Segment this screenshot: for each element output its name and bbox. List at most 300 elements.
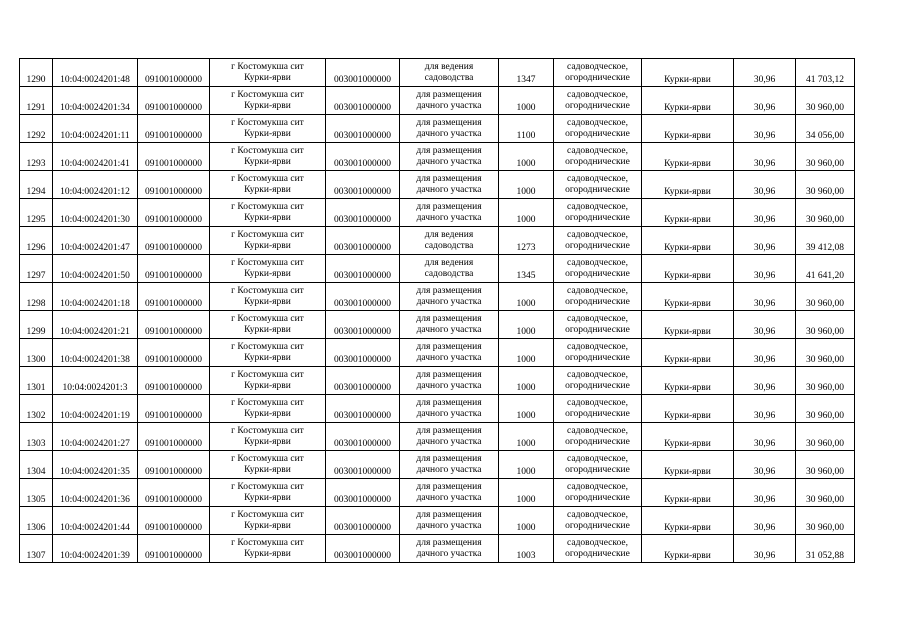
oktmo-code-cell <box>326 451 400 479</box>
cadastral-number: 10:04:0024201:18 <box>60 299 130 309</box>
permitted-use-line-1: для размещения <box>416 145 482 156</box>
row-number-cell <box>20 479 53 507</box>
specific-value-cell <box>734 283 796 311</box>
cadastral-number-cell <box>53 59 138 87</box>
area-cell <box>499 283 554 311</box>
category-cell <box>554 143 642 171</box>
area-value: 1000 <box>516 467 536 477</box>
area-cell <box>499 115 554 143</box>
row-number: 1300 <box>26 355 46 365</box>
permitted-use-line-1: для размещения <box>416 397 482 408</box>
permitted-use-cell <box>400 395 499 423</box>
address-line-2: Курки-ярви <box>244 436 291 447</box>
permitted-use-line-2: дачного участка <box>416 184 482 195</box>
locality-cell <box>642 255 734 283</box>
locality-cell <box>642 59 734 87</box>
address-cell <box>210 171 326 199</box>
cadastral-value: 30 960,00 <box>806 355 844 365</box>
permitted-use-cell <box>400 227 499 255</box>
row-number-cell <box>20 423 53 451</box>
permitted-use-cell <box>400 423 499 451</box>
okato-code-cell <box>138 311 210 339</box>
address-cell <box>210 339 326 367</box>
category-line-2: огороднические <box>565 352 630 363</box>
locality-cell <box>642 283 734 311</box>
cadastral-number-cell <box>53 171 138 199</box>
cadastral-value-cell <box>796 283 855 311</box>
row-number-cell <box>20 311 53 339</box>
table-row <box>20 311 855 339</box>
row-number-cell <box>20 115 53 143</box>
permitted-use-line-2: дачного участка <box>416 548 482 559</box>
category-cell <box>554 479 642 507</box>
table-row <box>20 255 855 283</box>
permitted-use-line-2: садоводства <box>424 268 474 279</box>
cadastral-number: 10:04:0024201:27 <box>60 439 130 449</box>
permitted-use-line-1: для размещения <box>416 453 482 464</box>
cadastral-number: 10:04:0024201:50 <box>60 271 130 281</box>
row-number-cell <box>20 227 53 255</box>
permitted-use-cell <box>400 59 499 87</box>
category-line-2: огороднические <box>565 324 630 335</box>
category-line-2: огороднические <box>565 100 630 111</box>
category-cell <box>554 255 642 283</box>
locality-cell <box>642 227 734 255</box>
specific-value-cell <box>734 59 796 87</box>
row-number: 1295 <box>26 215 46 225</box>
okato-code: 091001000000 <box>145 159 202 169</box>
cadastral-value-cell <box>796 199 855 227</box>
row-number-cell <box>20 59 53 87</box>
address-line-2: Курки-ярви <box>244 296 291 307</box>
specific-value: 30,96 <box>753 243 776 253</box>
address-line-2: Курки-ярви <box>244 464 291 475</box>
row-number: 1307 <box>26 551 46 561</box>
row-number: 1306 <box>26 523 46 533</box>
okato-code-cell <box>138 535 210 563</box>
cadastral-number-cell <box>53 255 138 283</box>
specific-value: 30,96 <box>753 75 776 85</box>
locality-name: Курки-ярви <box>664 495 711 505</box>
row-number: 1293 <box>26 159 46 169</box>
category-line-1: садоводческое, <box>567 201 628 212</box>
okato-code-cell <box>138 451 210 479</box>
specific-value: 30,96 <box>753 299 776 309</box>
area-value: 1347 <box>516 75 536 85</box>
address-line-1: г Костомукша сит <box>231 89 304 100</box>
locality-cell <box>642 339 734 367</box>
cadastral-number: 10:04:0024201:48 <box>60 75 130 85</box>
area-value: 1273 <box>516 243 536 253</box>
okato-code: 091001000000 <box>145 383 202 393</box>
address-line-1: г Костомукша сит <box>231 229 304 240</box>
cadastral-value: 30 960,00 <box>806 383 844 393</box>
land-plots-table <box>19 58 855 563</box>
address-cell <box>210 115 326 143</box>
okato-code: 091001000000 <box>145 355 202 365</box>
locality-cell <box>642 423 734 451</box>
specific-value: 30,96 <box>753 411 776 421</box>
address-line-2: Курки-ярви <box>244 520 291 531</box>
okato-code: 091001000000 <box>145 299 202 309</box>
address-cell <box>210 59 326 87</box>
specific-value: 30,96 <box>753 215 776 225</box>
locality-cell <box>642 311 734 339</box>
oktmo-code-cell <box>326 59 400 87</box>
category-line-1: садоводческое, <box>567 257 628 268</box>
cadastral-value: 34 056,00 <box>806 131 844 141</box>
category-line-1: садоводческое, <box>567 397 628 408</box>
locality-cell <box>642 535 734 563</box>
row-number-cell <box>20 367 53 395</box>
category-cell <box>554 227 642 255</box>
oktmo-code-cell <box>326 227 400 255</box>
specific-value-cell <box>734 339 796 367</box>
cadastral-value: 31 052,88 <box>806 551 844 561</box>
cadastral-number-cell <box>53 451 138 479</box>
okato-code-cell <box>138 479 210 507</box>
specific-value-cell <box>734 367 796 395</box>
address-line-2: Курки-ярви <box>244 268 291 279</box>
cadastral-value: 30 960,00 <box>806 299 844 309</box>
permitted-use-line-1: для размещения <box>416 201 482 212</box>
category-line-2: огороднические <box>565 296 630 307</box>
area-cell <box>499 311 554 339</box>
address-line-1: г Костомукша сит <box>231 341 304 352</box>
row-number-cell <box>20 255 53 283</box>
address-line-1: г Костомукша сит <box>231 369 304 380</box>
row-number-cell <box>20 171 53 199</box>
okato-code-cell <box>138 255 210 283</box>
locality-name: Курки-ярви <box>664 383 711 393</box>
oktmo-code-cell <box>326 507 400 535</box>
cadastral-value: 41 641,20 <box>806 271 844 281</box>
area-cell <box>499 451 554 479</box>
area-cell <box>499 367 554 395</box>
okato-code: 091001000000 <box>145 75 202 85</box>
specific-value: 30,96 <box>753 131 776 141</box>
category-cell <box>554 395 642 423</box>
row-number-cell <box>20 199 53 227</box>
cadastral-value: 30 960,00 <box>806 159 844 169</box>
permitted-use-cell <box>400 283 499 311</box>
address-line-2: Курки-ярви <box>244 212 291 223</box>
address-line-1: г Костомукша сит <box>231 537 304 548</box>
cadastral-number-cell <box>53 311 138 339</box>
cadastral-value-cell <box>796 115 855 143</box>
cadastral-value: 30 960,00 <box>806 523 844 533</box>
address-line-1: г Костомукша сит <box>231 285 304 296</box>
permitted-use-line-2: садоводства <box>424 72 474 83</box>
address-line-2: Курки-ярви <box>244 492 291 503</box>
permitted-use-line-2: дачного участка <box>416 520 482 531</box>
specific-value: 30,96 <box>753 495 776 505</box>
address-line-2: Курки-ярви <box>244 408 291 419</box>
category-line-1: садоводческое, <box>567 509 628 520</box>
okato-code-cell <box>138 423 210 451</box>
oktmo-code: 003001000000 <box>334 75 391 85</box>
oktmo-code-cell <box>326 171 400 199</box>
okato-code: 091001000000 <box>145 271 202 281</box>
locality-name: Курки-ярви <box>664 75 711 85</box>
area-value: 1000 <box>516 383 536 393</box>
category-line-1: садоводческое, <box>567 229 628 240</box>
locality-cell <box>642 171 734 199</box>
oktmo-code-cell <box>326 339 400 367</box>
category-cell <box>554 311 642 339</box>
oktmo-code-cell <box>326 311 400 339</box>
table-row <box>20 479 855 507</box>
cadastral-value-cell <box>796 227 855 255</box>
oktmo-code: 003001000000 <box>334 187 391 197</box>
oktmo-code-cell <box>326 143 400 171</box>
address-cell <box>210 311 326 339</box>
cadastral-number: 10:04:0024201:19 <box>60 411 130 421</box>
oktmo-code: 003001000000 <box>334 355 391 365</box>
cadastral-number: 10:04:0024201:44 <box>60 523 130 533</box>
category-line-2: огороднические <box>565 464 630 475</box>
locality-cell <box>642 199 734 227</box>
table-row <box>20 199 855 227</box>
cadastral-number: 10:04:0024201:11 <box>60 131 130 141</box>
category-line-1: садоводческое, <box>567 481 628 492</box>
specific-value-cell <box>734 115 796 143</box>
table-row <box>20 59 855 87</box>
specific-value: 30,96 <box>753 159 776 169</box>
table-row <box>20 451 855 479</box>
specific-value: 30,96 <box>753 439 776 449</box>
area-cell <box>499 87 554 115</box>
area-value: 1000 <box>516 299 536 309</box>
permitted-use-line-2: дачного участка <box>416 492 482 503</box>
category-line-1: садоводческое, <box>567 453 628 464</box>
permitted-use-line-1: для размещения <box>416 537 482 548</box>
okato-code-cell <box>138 507 210 535</box>
specific-value: 30,96 <box>753 467 776 477</box>
cadastral-value-cell <box>796 423 855 451</box>
address-line-1: г Костомукша сит <box>231 509 304 520</box>
category-line-1: садоводческое, <box>567 313 628 324</box>
table-row <box>20 115 855 143</box>
okato-code: 091001000000 <box>145 187 202 197</box>
locality-name: Курки-ярви <box>664 271 711 281</box>
address-cell <box>210 479 326 507</box>
specific-value-cell <box>734 507 796 535</box>
locality-name: Курки-ярви <box>664 327 711 337</box>
address-line-2: Курки-ярви <box>244 100 291 111</box>
cadastral-number-cell <box>53 143 138 171</box>
cadastral-number: 10:04:0024201:3 <box>62 383 128 393</box>
okato-code: 091001000000 <box>145 215 202 225</box>
locality-name: Курки-ярви <box>664 355 711 365</box>
category-line-2: огороднические <box>565 548 630 559</box>
locality-cell <box>642 367 734 395</box>
permitted-use-line-1: для ведения <box>424 61 474 72</box>
locality-name: Курки-ярви <box>664 467 711 477</box>
cadastral-number-cell <box>53 199 138 227</box>
category-cell <box>554 367 642 395</box>
cadastral-value: 30 960,00 <box>806 411 844 421</box>
cadastral-value: 30 960,00 <box>806 495 844 505</box>
address-line-2: Курки-ярви <box>244 72 291 83</box>
address-cell <box>210 227 326 255</box>
specific-value: 30,96 <box>753 271 776 281</box>
cadastral-number-cell <box>53 395 138 423</box>
category-line-1: садоводческое, <box>567 145 628 156</box>
specific-value-cell <box>734 451 796 479</box>
area-cell <box>499 339 554 367</box>
document-page <box>19 58 855 563</box>
oktmo-code-cell <box>326 423 400 451</box>
specific-value: 30,96 <box>753 327 776 337</box>
cadastral-number-cell <box>53 507 138 535</box>
cadastral-number: 10:04:0024201:41 <box>60 159 130 169</box>
category-line-2: огороднические <box>565 240 630 251</box>
address-line-1: г Костомукша сит <box>231 145 304 156</box>
row-number: 1298 <box>26 299 46 309</box>
area-cell <box>499 423 554 451</box>
address-line-1: г Костомукша сит <box>231 453 304 464</box>
permitted-use-line-2: дачного участка <box>416 100 482 111</box>
category-line-1: садоводческое, <box>567 61 628 72</box>
okato-code: 091001000000 <box>145 551 202 561</box>
area-value: 1000 <box>516 215 536 225</box>
cadastral-value: 30 960,00 <box>806 467 844 477</box>
okato-code: 091001000000 <box>145 327 202 337</box>
oktmo-code-cell <box>326 395 400 423</box>
table-row <box>20 283 855 311</box>
category-cell <box>554 283 642 311</box>
specific-value-cell <box>734 535 796 563</box>
permitted-use-line-2: дачного участка <box>416 156 482 167</box>
address-cell <box>210 395 326 423</box>
area-cell <box>499 227 554 255</box>
specific-value-cell <box>734 199 796 227</box>
locality-cell <box>642 143 734 171</box>
area-value: 1000 <box>516 411 536 421</box>
category-line-2: огороднические <box>565 436 630 447</box>
permitted-use-line-2: садоводства <box>424 240 474 251</box>
locality-name: Курки-ярви <box>664 299 711 309</box>
address-line-1: г Костомукша сит <box>231 481 304 492</box>
area-cell <box>499 479 554 507</box>
oktmo-code-cell <box>326 283 400 311</box>
cadastral-value-cell <box>796 59 855 87</box>
okato-code: 091001000000 <box>145 439 202 449</box>
category-cell <box>554 171 642 199</box>
category-cell <box>554 115 642 143</box>
address-line-1: г Костомукша сит <box>231 61 304 72</box>
cadastral-number-cell <box>53 367 138 395</box>
permitted-use-cell <box>400 311 499 339</box>
area-cell <box>499 395 554 423</box>
address-cell <box>210 367 326 395</box>
okato-code: 091001000000 <box>145 103 202 113</box>
permitted-use-line-1: для размещения <box>416 117 482 128</box>
address-cell <box>210 283 326 311</box>
category-line-2: огороднические <box>565 268 630 279</box>
address-line-1: г Костомукша сит <box>231 201 304 212</box>
oktmo-code-cell <box>326 479 400 507</box>
permitted-use-cell <box>400 199 499 227</box>
cadastral-number: 10:04:0024201:36 <box>60 495 130 505</box>
permitted-use-line-1: для размещения <box>416 425 482 436</box>
okato-code: 091001000000 <box>145 495 202 505</box>
category-line-2: огороднические <box>565 72 630 83</box>
cadastral-value-cell <box>796 479 855 507</box>
specific-value-cell <box>734 479 796 507</box>
address-line-1: г Костомукша сит <box>231 425 304 436</box>
permitted-use-cell <box>400 143 499 171</box>
address-cell <box>210 143 326 171</box>
specific-value: 30,96 <box>753 355 776 365</box>
permitted-use-line-1: для размещения <box>416 369 482 380</box>
row-number: 1292 <box>26 131 46 141</box>
okato-code-cell <box>138 115 210 143</box>
area-cell <box>499 255 554 283</box>
locality-name: Курки-ярви <box>664 159 711 169</box>
cadastral-value-cell <box>796 451 855 479</box>
row-number: 1305 <box>26 495 46 505</box>
area-value: 1000 <box>516 355 536 365</box>
area-value: 1000 <box>516 187 536 197</box>
cadastral-number-cell <box>53 227 138 255</box>
permitted-use-line-1: для размещения <box>416 481 482 492</box>
area-value: 1000 <box>516 159 536 169</box>
cadastral-value-cell <box>796 507 855 535</box>
area-value: 1000 <box>516 439 536 449</box>
okato-code-cell <box>138 87 210 115</box>
permitted-use-cell <box>400 255 499 283</box>
permitted-use-cell <box>400 339 499 367</box>
category-line-2: огороднические <box>565 184 630 195</box>
okato-code: 091001000000 <box>145 467 202 477</box>
specific-value: 30,96 <box>753 551 776 561</box>
row-number-cell <box>20 143 53 171</box>
category-cell <box>554 87 642 115</box>
area-cell <box>499 507 554 535</box>
locality-name: Курки-ярви <box>664 439 711 449</box>
okato-code-cell <box>138 143 210 171</box>
category-line-2: огороднические <box>565 128 630 139</box>
permitted-use-cell <box>400 479 499 507</box>
specific-value: 30,96 <box>753 103 776 113</box>
oktmo-code: 003001000000 <box>334 271 391 281</box>
row-number-cell <box>20 283 53 311</box>
category-line-1: садоводческое, <box>567 369 628 380</box>
permitted-use-line-1: для размещения <box>416 341 482 352</box>
permitted-use-line-1: для размещения <box>416 173 482 184</box>
table-row <box>20 339 855 367</box>
address-line-1: г Костомукша сит <box>231 117 304 128</box>
cadastral-value-cell <box>796 255 855 283</box>
address-cell <box>210 423 326 451</box>
locality-name: Курки-ярви <box>664 187 711 197</box>
cadastral-value-cell <box>796 535 855 563</box>
oktmo-code-cell <box>326 255 400 283</box>
cadastral-value-cell <box>796 311 855 339</box>
cadastral-number: 10:04:0024201:34 <box>60 103 130 113</box>
oktmo-code: 003001000000 <box>334 439 391 449</box>
row-number: 1303 <box>26 439 46 449</box>
cadastral-number-cell <box>53 339 138 367</box>
locality-cell <box>642 451 734 479</box>
address-line-2: Курки-ярви <box>244 240 291 251</box>
area-value: 1345 <box>516 271 536 281</box>
address-line-2: Курки-ярви <box>244 548 291 559</box>
row-number-cell <box>20 395 53 423</box>
oktmo-code: 003001000000 <box>334 467 391 477</box>
